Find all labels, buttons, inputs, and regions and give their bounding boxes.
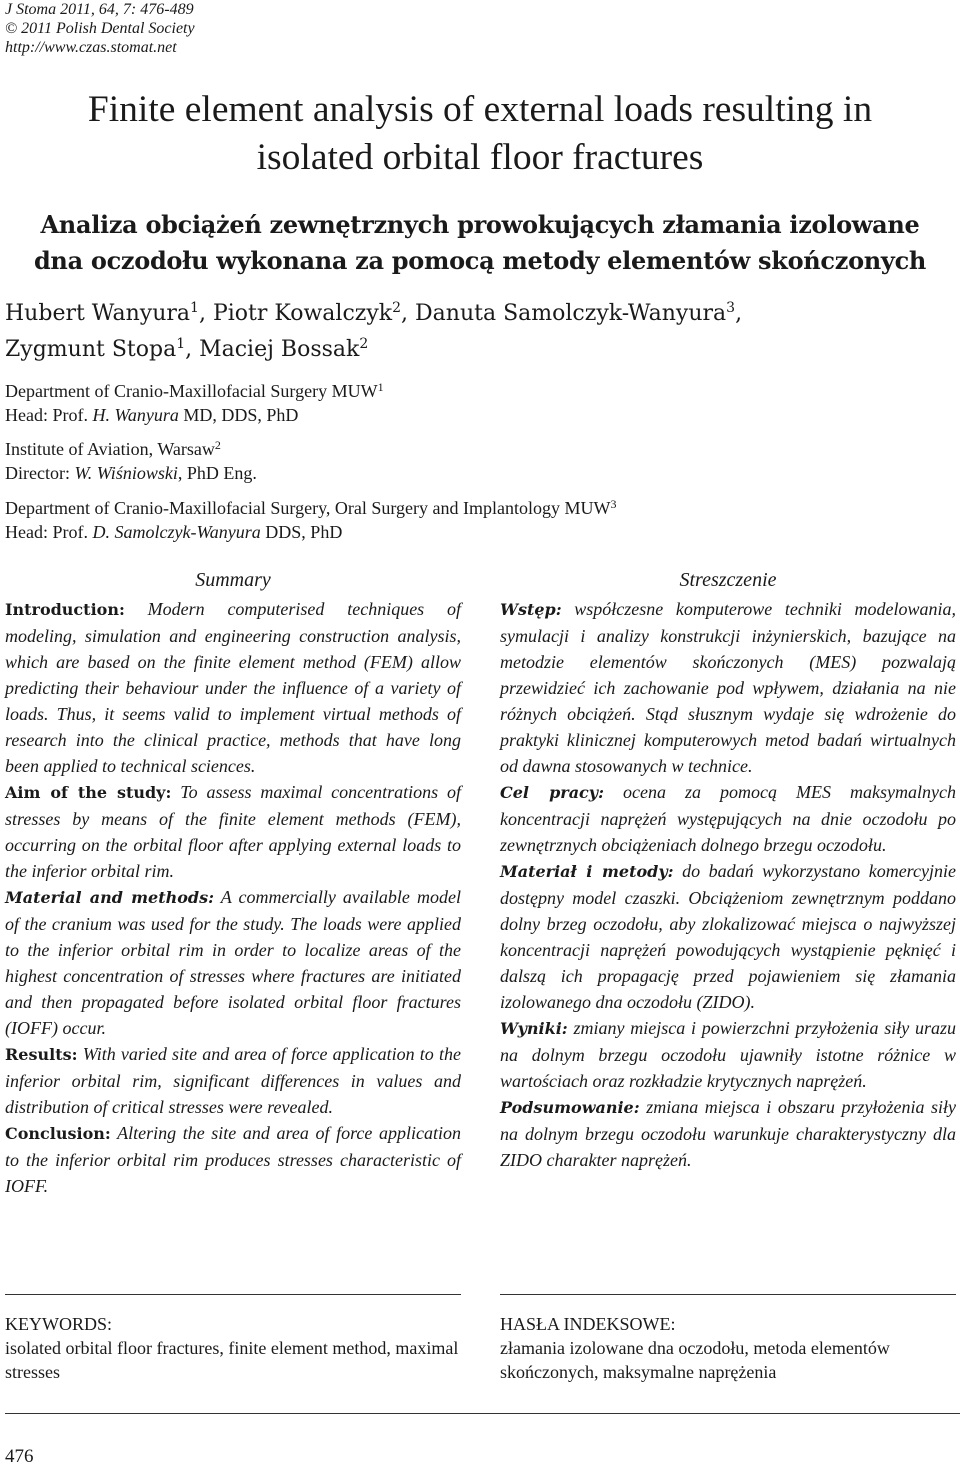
affiliation-1 <box>5 379 384 427</box>
streszczenie-aim-text: ocena za pomocą MES maksymalnych koncentracji naprężeń występujących na dnie oczodołu po zewnętrznych obciążeniach dolnego brzegu oczodołu. <box>500 782 957 855</box>
streszczenie-metody <box>500 858 956 1015</box>
hasla-block <box>500 1312 945 1384</box>
author-affil-sup: 2 <box>392 300 402 316</box>
streszczenie-wstep <box>500 596 956 779</box>
affiliation-head-label: Director: <box>5 463 75 483</box>
keywords-block <box>5 1312 465 1384</box>
summary-results-text: With varied site and area of force application to the inferior orbital rim, significant differences in values and distribution of critical stresses were revealed. <box>5 1044 461 1117</box>
summary-aim-text: To assess maximal concentrations of stresses by means of the finite element methods (FEM), occurring on the orbital floor after applying external loads to the inferior orbital rim. <box>5 782 462 881</box>
author-affil-sup: 3 <box>726 300 736 316</box>
summary-body <box>5 596 461 1199</box>
affiliation-head-name: H. Wanyura <box>92 405 179 425</box>
streszczenie-methods-text: do badań wykorzystano komercyjnie dostępny model czaszki. Obciążeniom zewnętrznym poddano dolny brzeg oczodołu, aby zlokalizować miejsca o najwyższej koncentracji naprężeń powodujących wystąpienie pęknięć i dalszą ich propagację przed pojawieniem się złamania izolowanego dna oczodołu (ZIDO). <box>500 861 956 1012</box>
author-separator: , <box>735 301 743 326</box>
keywords-heading: KEYWORDS: <box>5 1314 112 1334</box>
summary-methods-label: Material and methods: <box>5 888 215 907</box>
affiliation-dept: Department of Cranio-Maxillofacial Surgery, Oral Surgery and Implantology MUW <box>5 498 611 518</box>
summary-conclusion-label: Conclusion: <box>5 1124 111 1143</box>
streszczenie-conclusion-text: zmiana miejsca i obszaru przyłożenia siły na dolnym brzegu oczodołu warunkuje charakterystyczny dla ZIDO charakter naprężeń. <box>500 1097 956 1170</box>
affiliation-sup: 1 <box>377 380 384 394</box>
affiliation-head-name: W. Wiśniowski <box>74 463 178 483</box>
affiliation-sup: 2 <box>214 438 221 452</box>
hasla-divider <box>500 1294 956 1295</box>
summary-aim-label: Aim of the study: <box>5 783 172 802</box>
affiliation-2 <box>5 437 257 485</box>
author-line-1 <box>5 296 742 332</box>
affiliation-head-degree: MD, DDS, PhD <box>178 405 299 425</box>
author-affil-sup: 1 <box>190 300 199 316</box>
affiliation-head-degree: , PhD Eng. <box>177 463 257 483</box>
keywords-divider <box>5 1294 461 1295</box>
keywords-text: isolated orbital floor fractures, finite element method, maximal stresses <box>5 1338 459 1382</box>
author-name: Hubert Wanyura <box>5 301 191 326</box>
title-line-1: Finite element analysis of external loads resulting in <box>87 89 873 130</box>
journal-citation: J Stoma 2011, 64, 7: 476-489 <box>5 1 194 18</box>
summary-conclusion-text: Altering the site and area of force application to the inferior orbital rim produces stresses characteristic of IOFF. <box>5 1123 461 1196</box>
summary-conclusion <box>5 1120 461 1199</box>
summary-column <box>5 567 461 1199</box>
summary-intro-label: Introduction: <box>5 600 125 619</box>
title-line-2: isolated orbital floor fractures <box>256 137 704 178</box>
author-name: , Maciej Bossak <box>185 337 360 362</box>
author-name: , Piotr Kowalczyk <box>198 301 393 326</box>
streszczenie-results-label: Wyniki: <box>500 1019 568 1038</box>
affiliation-3 <box>5 496 617 544</box>
streszczenie-results-text: zmiany miejsca i powierzchni przyłożenia siły urazu na dolnym brzegu oczodołu ujawniły istotne różnice w wartościach oraz rozkładzie krytycznych naprężeń. <box>500 1018 956 1091</box>
affiliation-head-name: D. Samolczyk-Wanyura <box>92 522 261 542</box>
streszczenie-podsumowanie <box>500 1094 956 1173</box>
affiliation-head-label: Head: Prof. <box>5 522 93 542</box>
article-subtitle-polish <box>0 207 960 279</box>
summary-intro-text: Modern computerised techniques of modeling, simulation and engineering construction analysis, which are based on the finite element method (FEM) allow predicting their behaviour under the influence of a variety of loads. Thus, it seems valid to implement virtual methods of research into the clinical practice, methods that have long been applied to technical sciences. <box>5 599 461 776</box>
hasla-text: złamania izolowane dna oczodołu, metoda elementów skończonych, maksymalne naprężenia <box>500 1338 890 1382</box>
copyright-line: © 2011 Polish Dental Society <box>5 20 195 37</box>
streszczenie-heading: Streszczenie <box>679 569 777 591</box>
journal-header <box>5 0 195 57</box>
summary-methods-text: A commercially available model of the cranium was used for the study. The loads were applied to the inferior orbital rim in order to localize areas of the highest concentration of stresses where fractures are initiated and then propagated before isolated orbital floor fractures (IOFF) occur. <box>5 887 461 1038</box>
author-name: , Danuta Samolczyk-Wanyura <box>401 301 727 326</box>
affiliation-dept: Department of Cranio-Maxillofacial Surgery MUW <box>5 381 378 401</box>
streszczenie-methods-label: Materiał i metody: <box>500 862 674 881</box>
affiliation-head-label: Head: Prof. <box>5 405 93 425</box>
streszczenie-conclusion-label: Podsumowanie: <box>500 1098 640 1117</box>
summary-results-label: Results: <box>5 1045 78 1064</box>
page-number: 476 <box>5 1446 34 1467</box>
journal-url: http://www.czas.stomat.net <box>5 39 177 56</box>
subtitle-line-2: dna oczodołu wykonana za pomocą metody elementów skończonych <box>33 246 927 275</box>
affiliation-head-degree: DDS, PhD <box>260 522 343 542</box>
streszczenie-wyniki <box>500 1015 956 1094</box>
author-line-2 <box>5 332 742 368</box>
author-affil-sup: 1 <box>176 336 186 352</box>
author-name: Zygmunt Stopa <box>5 337 177 362</box>
summary-aim <box>5 779 461 884</box>
subtitle-line-1: Analiza obciążeń zewnętrznych prowokujących złamania izolowane <box>40 210 920 239</box>
summary-results <box>5 1041 461 1120</box>
streszczenie-body <box>500 596 956 1173</box>
hasla-heading: HASŁA INDEKSOWE: <box>500 1314 676 1334</box>
affiliation-sup: 3 <box>610 497 617 511</box>
article-title <box>0 86 960 182</box>
summary-introduction <box>5 596 461 779</box>
author-affil-sup: 2 <box>359 336 369 352</box>
streszczenie-intro-label: Wstęp: <box>500 600 562 619</box>
summary-methods <box>5 884 461 1041</box>
affiliation-dept: Institute of Aviation, Warsaw <box>5 439 215 459</box>
streszczenie-cel <box>500 779 956 858</box>
summary-heading: Summary <box>195 569 271 591</box>
streszczenie-intro-text: współczesne komputerowe techniki modelowania, symulacji i analizy konstrukcji inżynierskich, bazujące na metodzie elementów skończonych (MES) pozwalają przewidzieć ich zachowanie pod wpływem, działania na nie różnych obciążeń. Stąd słusznym wydaje się wdrożenie do praktyki klinicznej komputerowych metod badań wirtualnych od dawna stosowanych w technice. <box>500 599 956 776</box>
footer-divider <box>5 1413 960 1414</box>
streszczenie-aim-label: Cel pracy: <box>500 783 605 802</box>
streszczenie-column <box>500 567 956 1173</box>
author-list <box>5 296 742 368</box>
